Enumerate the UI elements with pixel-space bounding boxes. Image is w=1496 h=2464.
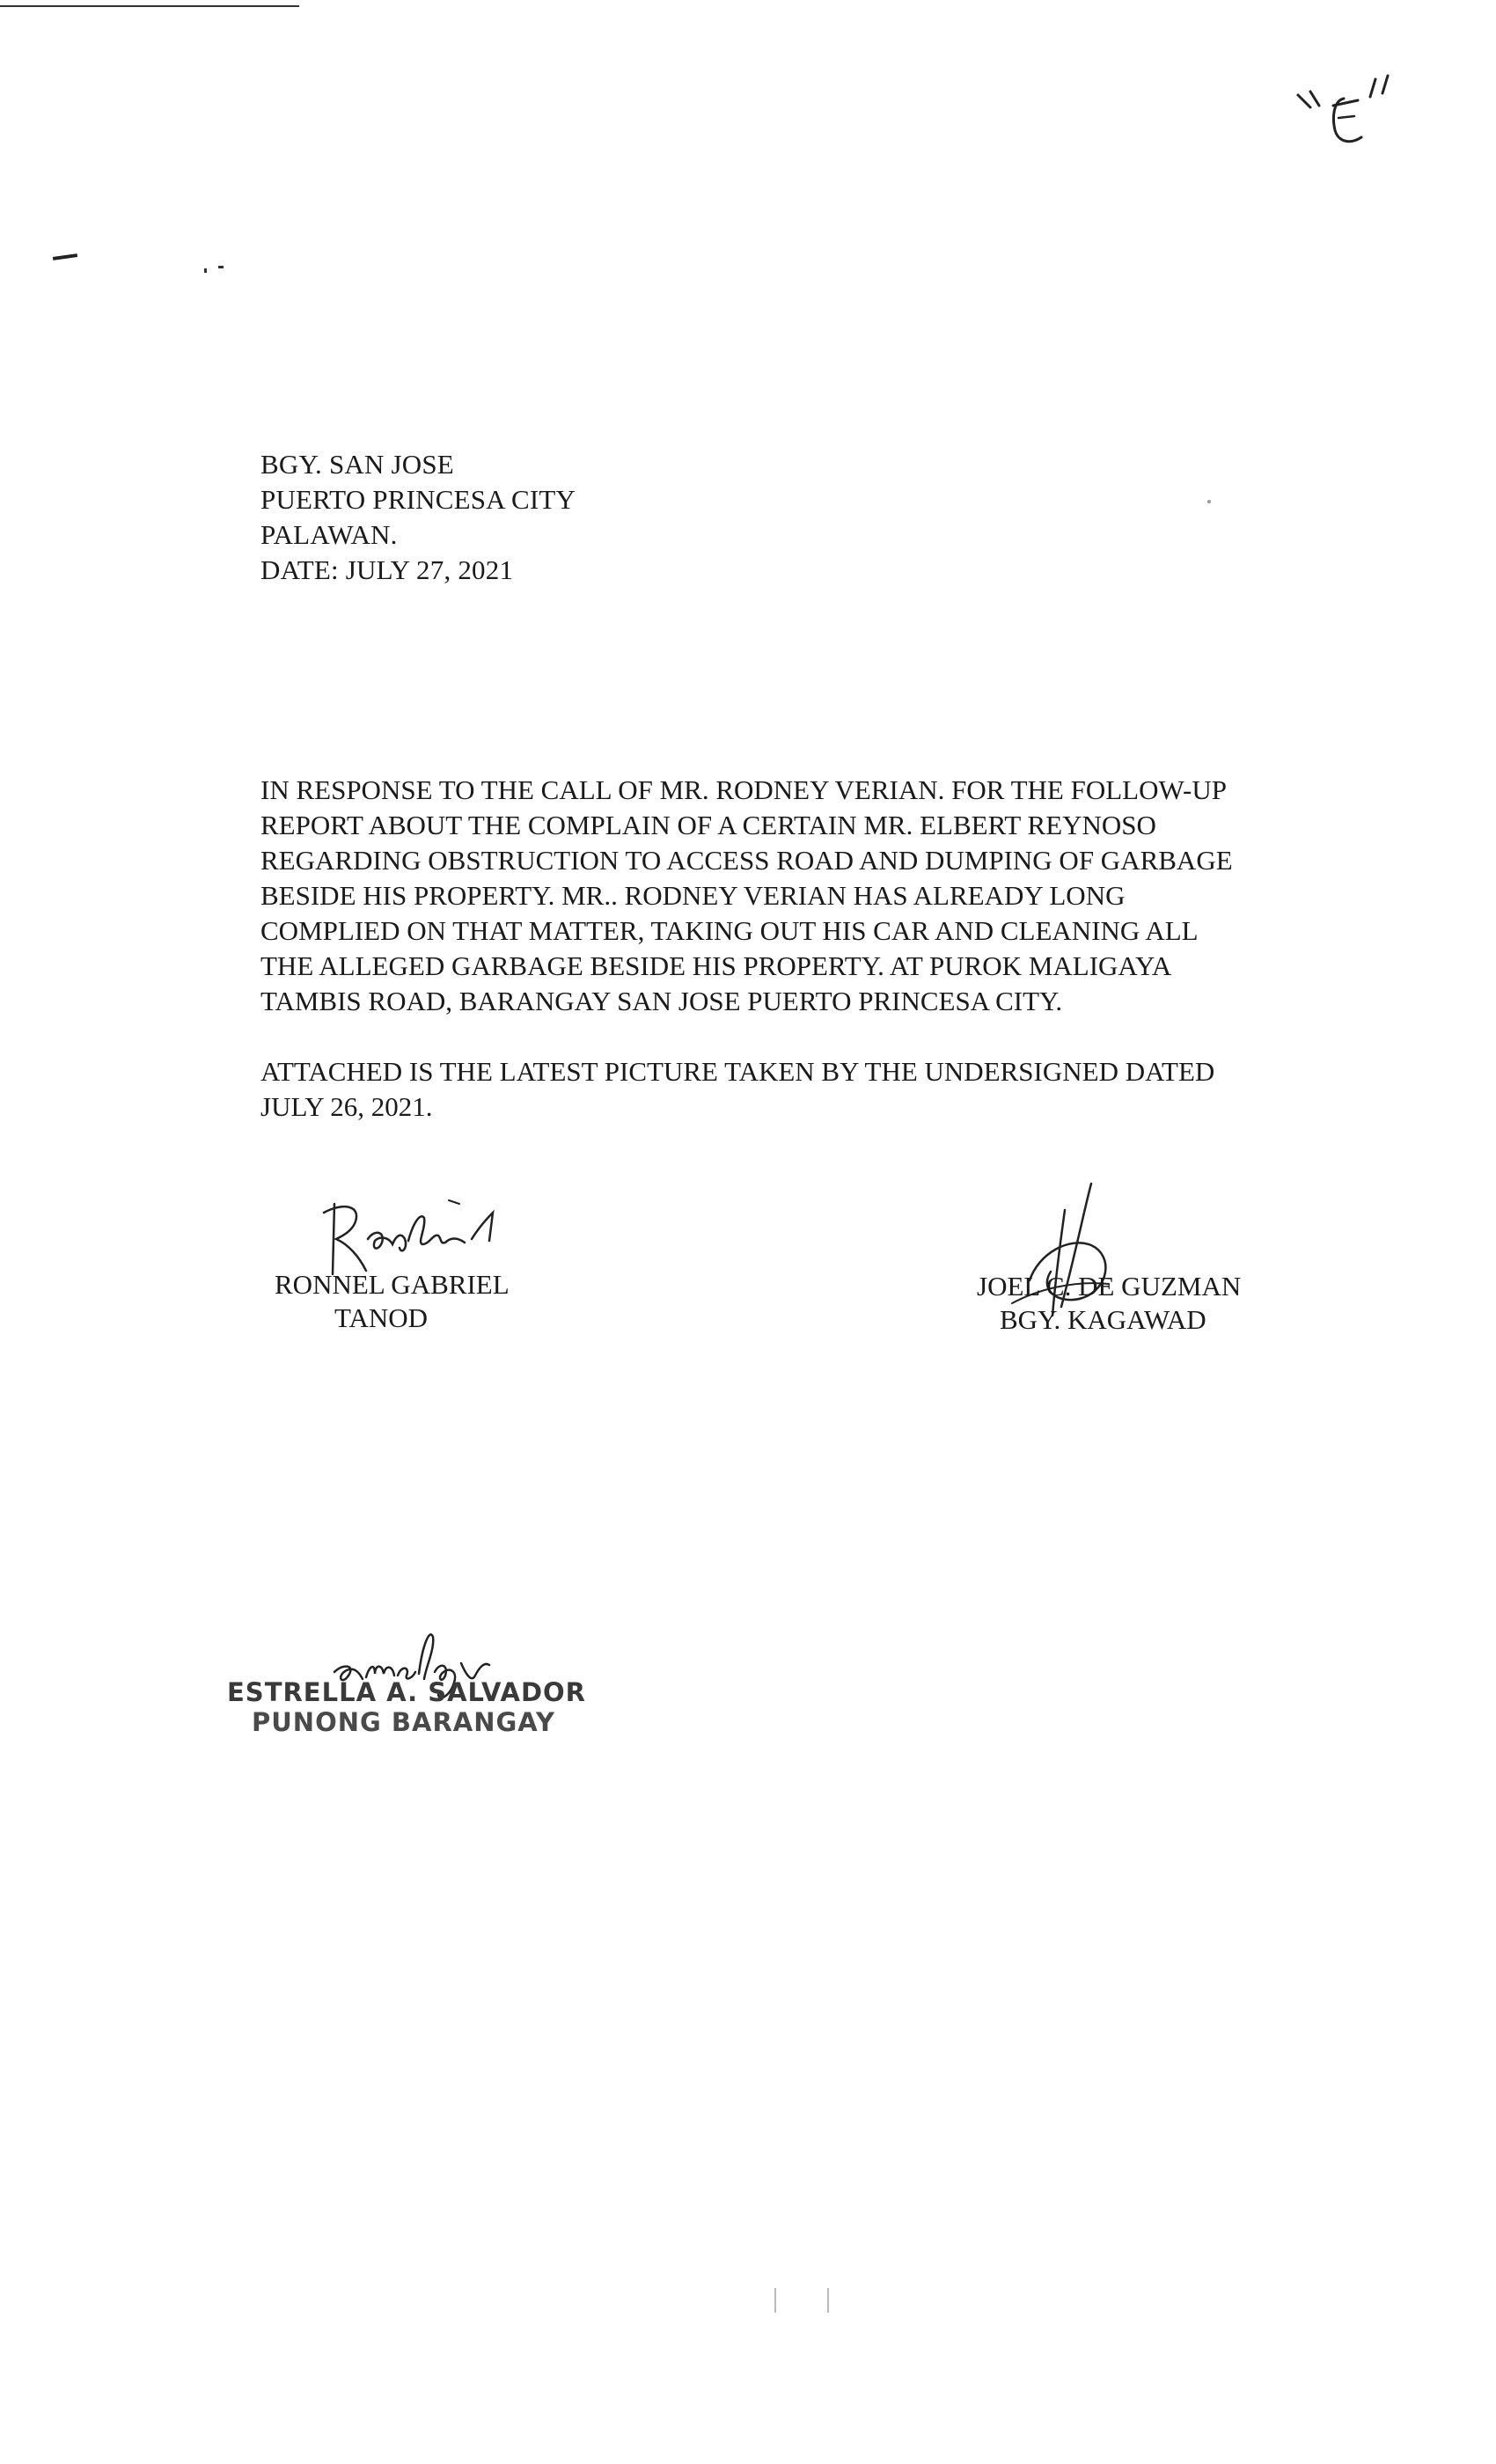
report-body (260, 773, 1281, 1125)
scan-edge-line (0, 5, 299, 7)
signatory-name: RONNEL GABRIEL (275, 1269, 510, 1300)
body-line: TAMBIS ROAD, BARANGAY SAN JOSE PUERTO PRINCESA CITY. (260, 986, 1063, 1016)
barangay-name: BGY. SAN JOSE (260, 449, 454, 480)
scan-mark (774, 2288, 776, 2313)
body-line: COMPLIED ON THAT MATTER, TAKING OUT HIS CAR AND CLEANING ALL (260, 915, 1199, 946)
body-line: THE ALLEGED GARBAGE BESIDE HIS PROPERTY. AT PUROK MALIGAYA (260, 950, 1172, 981)
scan-mark (827, 2288, 829, 2313)
stamp-title: PUNONG BARANGAY (252, 1707, 555, 1737)
letterhead (260, 447, 576, 588)
signatory-title: BGY. KAGAWAD (1000, 1304, 1206, 1335)
city-name: PUERTO PRINCESA CITY (260, 484, 576, 515)
signatory-kagawad (977, 1270, 1241, 1337)
body-line: IN RESPONSE TO THE CALL OF MR. RODNEY VERIAN. FOR THE FOLLOW-UP (260, 774, 1228, 805)
signatory-title: TANOD (334, 1302, 429, 1333)
province-name: PALAWAN. (260, 519, 398, 550)
scan-mark (204, 268, 207, 273)
signatory-name: JOEL C. DE GUZMAN (977, 1271, 1242, 1302)
body-line: JULY 26, 2021. (260, 1091, 433, 1122)
document-date: DATE: JULY 27, 2021 (260, 554, 514, 585)
scan-speck (1207, 500, 1211, 503)
body-line: BESIDE HIS PROPERTY. MR.. RODNEY VERIAN HAS ALREADY LONG (260, 880, 1126, 911)
body-line: REGARDING OBSTRUCTION TO ACCESS ROAD AND DUMPING OF GARBAGE (260, 845, 1233, 876)
signatory-tanod (275, 1268, 510, 1335)
scan-mark (218, 266, 224, 268)
handwritten-exhibit-mark (1280, 62, 1421, 158)
stamp-name: ESTRELLA A. SALVADOR (227, 1677, 587, 1707)
paragraph-spacer (260, 1019, 1281, 1054)
scan-mark (53, 253, 77, 260)
punong-barangay-stamp (227, 1677, 586, 1737)
body-line: ATTACHED IS THE LATEST PICTURE TAKEN BY THE UNDERSIGNED DATED (260, 1056, 1215, 1087)
body-line: REPORT ABOUT THE COMPLAIN OF A CERTAIN MR. ELBERT REYNOSO (260, 810, 1156, 840)
